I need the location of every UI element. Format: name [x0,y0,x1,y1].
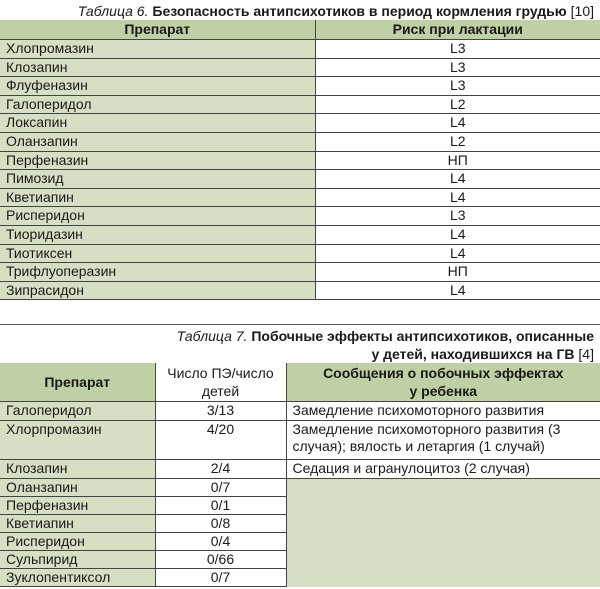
table6-header-row [0,20,600,40]
table7-header-count-line1: Число ПЭ/число [167,365,274,381]
table7-caption [177,327,594,363]
drug-cell: Оланзапин [0,132,315,151]
risk-cell: L3 [315,58,600,77]
drug-cell: Галоперидол [0,95,315,114]
table7-header-msg [286,363,600,402]
risk-cell: L2 [315,132,600,151]
drug-cell: Галоперидол [0,402,155,421]
drug-cell: Пимозид [0,170,315,189]
table7-header-msg-line2: у ребенка [409,383,477,399]
drug-cell: Локсапин [0,114,315,133]
drug-cell: Зуклопентиксол [0,569,155,587]
table6-caption-title: Безопасность антипсихотиков в период кормления грудью [152,3,567,19]
risk-cell: НП [315,151,600,170]
table6-caption [78,2,594,20]
drug-cell: Перфеназин [0,151,315,170]
count-cell: 0/4 [155,533,286,551]
table7-caption-title-line2: у детей, находившихся на ГВ [371,346,575,362]
count-cell: 0/8 [155,515,286,533]
table-row [0,95,600,114]
drug-cell: Клозапин [0,460,155,479]
drug-cell: Трифлуоперазин [0,263,315,282]
drug-cell: Клозапин [0,58,315,77]
table-row [0,170,600,189]
table7-header-row [0,363,600,402]
table-row [0,151,600,170]
drug-cell: Хлорпромазин [0,421,155,460]
table7-caption-label: Таблица 7. [176,328,248,344]
drug-cell: Оланзапин [0,479,155,497]
count-cell: 3/13 [155,402,286,421]
table6-caption-label: Таблица 6. [77,3,149,19]
drug-cell: Сульпирид [0,551,155,569]
risk-cell: L4 [315,225,600,244]
table-row [0,114,600,133]
table7-caption-ref: [4] [578,346,594,362]
risk-cell: L3 [315,207,600,226]
count-cell: 2/4 [155,460,286,479]
table-row [0,244,600,263]
table6 [0,20,600,300]
risk-cell: L3 [315,40,600,59]
section-divider [0,324,600,325]
table6-caption-ref: [10] [570,3,594,19]
message-cell: Замедление психомоторного развития [286,402,600,421]
risk-cell: НП [315,263,600,282]
drug-cell: Рисперидон [0,533,155,551]
drug-cell: Хлопромазин [0,40,315,59]
table-row [0,40,600,59]
table7-header-drug: Препарат [0,363,155,402]
table-row [0,225,600,244]
message-cell: Седация и агранулоцитоз (2 случая) [286,460,600,479]
table-row [0,421,600,460]
table6-header-drug: Препарат [0,20,315,40]
drug-cell: Зипрасидон [0,281,315,300]
table-row [0,479,600,497]
table-row [0,281,600,300]
table-row [0,58,600,77]
drug-cell: Тиоридазин [0,225,315,244]
table-row [0,460,600,479]
drug-cell: Тиотиксен [0,244,315,263]
empty-message-area [286,479,600,587]
table7 [0,363,600,587]
risk-cell: L2 [315,95,600,114]
table7-header-count-line2: детей [201,383,240,399]
count-cell: 0/7 [155,479,286,497]
table7-caption-title-line1: Побочные эффекты антипсихотиков, описанные [251,328,594,344]
drug-cell: Кветиапин [0,188,315,207]
risk-cell: L3 [315,77,600,96]
drug-cell: Перфеназин [0,497,155,515]
count-cell: 0/1 [155,497,286,515]
table-row [0,188,600,207]
table-row [0,402,600,421]
table7-header-msg-line1: Сообщения о побочных эффектах [323,365,564,381]
risk-cell: L4 [315,114,600,133]
drug-cell: Флуфеназин [0,77,315,96]
risk-cell: L4 [315,244,600,263]
count-cell: 0/7 [155,569,286,587]
table-row [0,77,600,96]
table7-header-count [155,363,286,402]
message-cell: Замедление психомоторного развития (3 случая); вялость и летаргия (1 случай) [286,421,600,460]
table6-header-risk: Риск при лактации [315,20,600,40]
drug-cell: Кветиапин [0,515,155,533]
drug-cell: Рисперидон [0,207,315,226]
table-row [0,132,600,151]
risk-cell: L4 [315,281,600,300]
count-cell: 0/66 [155,551,286,569]
risk-cell: L4 [315,170,600,189]
risk-cell: L4 [315,188,600,207]
table-row [0,263,600,282]
table-row [0,207,600,226]
count-cell: 4/20 [155,421,286,460]
